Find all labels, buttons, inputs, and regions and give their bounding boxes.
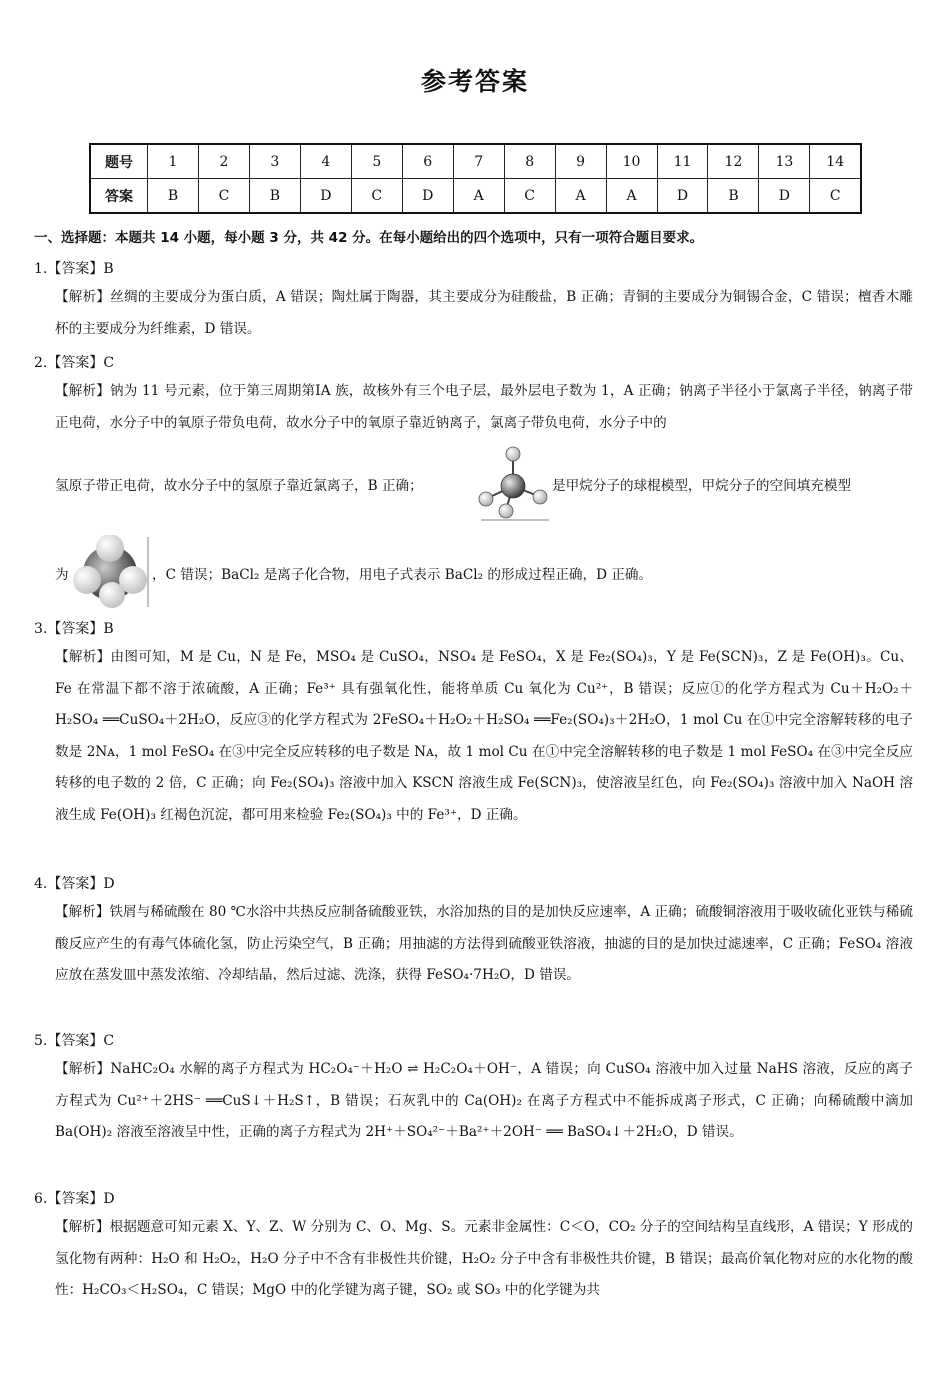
answer-line-q1: 1.【答案】B xyxy=(34,261,114,277)
section-heading: 一、选择题：本题共 14 小题，每小题 3 分，共 42 分。在每小题给出的四个选项中，只有一项符合题目要求。 xyxy=(34,230,704,246)
answer-line-q2: 2.【答案】C xyxy=(34,355,115,371)
table-cell: 4 xyxy=(300,144,351,179)
row-label-answer: 答案 xyxy=(90,179,148,214)
analysis-q2-part3a: 为 xyxy=(55,567,69,583)
page-title: 参考答案 xyxy=(420,67,529,96)
table-cell: D xyxy=(402,179,453,214)
table-cell: C xyxy=(198,179,249,214)
table-cell: 5 xyxy=(351,144,402,179)
table-cell: 3 xyxy=(249,144,300,179)
table-cell: B xyxy=(148,179,199,214)
table-cell: A xyxy=(453,179,504,214)
table-cell: 7 xyxy=(453,144,504,179)
table-cell: D xyxy=(300,179,351,214)
table-cell: C xyxy=(351,179,402,214)
answer-row xyxy=(90,179,861,214)
methane-ball-stick-figure xyxy=(476,446,552,524)
answer-line-q3: 3.【答案】B xyxy=(34,621,114,637)
methane-space-filling-figure xyxy=(70,535,152,609)
table-cell: 11 xyxy=(657,144,708,179)
analysis-q5: 【解析】NaHC₂O₄ 水解的离子方程式为 HC₂O₄⁻＋H₂O ⇌ H₂C₂O₄＋OH⁻，A 错误；向 CuSO₄ 溶液中加入过量 NaHS 溶液，反应的离子方程式为 Cu²⁺＋2HS⁻ ══CuS↓＋H₂S↑，B 错误；石灰乳中的 Ca(OH)₂ 在离子方程式中不能拆成离子形式，C 正确；向稀硫酸中滴加 Ba(OH)₂ 溶液至溶液呈中性，正确的离子方程式为 2H⁺＋SO₄²⁻＋Ba²⁺＋2OH⁻ ══ BaSO₄↓＋2H₂O，D 错误。 xyxy=(55,1061,913,1140)
answer-table xyxy=(89,143,862,214)
table-cell: 8 xyxy=(504,144,555,179)
table-cell: 1 xyxy=(148,144,199,179)
table-cell: C xyxy=(810,179,861,214)
analysis-q1: 【解析】丝绸的主要成分为蛋白质，A 错误；陶灶属于陶器，其主要成分为硅酸盐，B 正确；青铜的主要成分为铜锡合金，C 错误；檀香木雕杯的主要成分为纤维素，D 错误。 xyxy=(55,289,913,337)
table-cell: 13 xyxy=(759,144,810,179)
answer-line-q4: 4.【答案】D xyxy=(34,876,115,892)
table-cell: B xyxy=(249,179,300,214)
table-cell: C xyxy=(504,179,555,214)
table-cell: 14 xyxy=(810,144,861,179)
analysis-q2-part2b: 是甲烷分子的球棍模型，甲烷分子的空间填充模型 xyxy=(552,478,852,494)
row-label-number: 题号 xyxy=(90,144,148,179)
table-cell: B xyxy=(708,179,759,214)
table-cell: D xyxy=(759,179,810,214)
analysis-q2-part3b: ，C 错误；BaCl₂ 是离子化合物，用电子式表示 BaCl₂ 的形成过程正确，D 正确。 xyxy=(152,567,653,583)
question-number-row xyxy=(90,144,861,179)
answer-line-q6: 6.【答案】D xyxy=(34,1191,115,1207)
analysis-q6: 【解析】根据题意可知元素 X、Y、Z、W 分别为 C、O、Mg、S。元素非金属性：C＜O，CO₂ 分子的空间结构呈直线形，A 错误；Y 形成的氢化物有两种：H₂O 和 H₂O₂，H₂O 分子中不含有非极性共价键，H₂O₂ 分子中含有非极性共价键，B 错误；最高价氧化物对应的水化物的酸性：H₂CO₃＜H₂SO₄，C 错误；MgO 中的化学键为离子键，SO₂ 或 SO₃ 中的化学键为共 xyxy=(55,1219,913,1298)
table-cell: 10 xyxy=(606,144,657,179)
table-cell: 6 xyxy=(402,144,453,179)
table-cell: 2 xyxy=(198,144,249,179)
table-cell: D xyxy=(657,179,708,214)
table-cell: 12 xyxy=(708,144,759,179)
table-cell: A xyxy=(606,179,657,214)
table-cell: 9 xyxy=(555,144,606,179)
analysis-q3: 【解析】由图可知，M 是 Cu，N 是 Fe，MSO₄ 是 CuSO₄，NSO₄ 是 FeSO₄，X 是 Fe₂(SO₄)₃，Y 是 Fe(SCN)₃，Z 是 Fe(OH)₃。Cu、Fe 在常温下都不溶于浓硫酸，A 正确；Fe³⁺ 具有强氧化性，能将单质 Cu 氧化为 Cu²⁺，B 错误；反应①的化学方程式为 Cu＋H₂O₂＋H₂SO₄ ══CuSO₄＋2H₂O，反应③的化学方程式为 2FeSO₄＋H₂O₂＋H₂SO₄ ══Fe₂(SO₄)₃＋2H₂O，1 mol Cu 在①中完全溶解转移的电子数是 2Nᴀ，1 mol FeSO₄ 在③中完全反应转移的电子数是 Nᴀ，故 1 mol Cu 在①中完全溶解转移的电子数是 1 mol FeSO₄ 在③中完全反应转移的电子数的 2 倍，C 正确；向 Fe₂(SO₄)₃ 溶液中加入 KSCN 溶液生成 Fe(SCN)₃，使溶液呈红色，向 Fe₂(SO₄)₃ 溶液中加入 NaOH 溶液生成 Fe(OH)₃ 红褐色沉淀，都可用来检验 Fe₂(SO₄)₃ 中的 Fe³⁺，D 正确。 xyxy=(55,649,913,823)
table-cell: A xyxy=(555,179,606,214)
answer-line-q5: 5.【答案】C xyxy=(34,1033,115,1049)
analysis-q2-part1: 【解析】钠为 11 号元素，位于第三周期第ⅠA 族，故核外有三个电子层，最外层电子数为 1，A 正确；钠离子半径小于氯离子半径，钠离子带正电荷，水分子中的氧原子带负电荷，故水分子中的氧原子靠近钠离子，氯离子带负电荷，水分子中的 xyxy=(55,383,913,431)
analysis-q4: 【解析】铁屑与稀硫酸在 80 ℃水浴中共热反应制备硫酸亚铁，水浴加热的目的是加快反应速率，A 正确；硫酸铜溶液用于吸收硫化亚铁与稀硫酸反应产生的有毒气体硫化氢，防止污染空气，B 正确；用抽滤的方法得到硫酸亚铁溶液，抽滤的目的是加快过滤速率，C 正确；FeSO₄ 溶液应放在蒸发皿中蒸发浓缩、冷却结晶，然后过滤、洗涤，获得 FeSO₄·7H₂O，D 错误。 xyxy=(55,904,913,983)
analysis-q2-part2a: 氢原子带正电荷，故水分子中的氢原子靠近氯离子，B 正确； xyxy=(55,478,423,494)
